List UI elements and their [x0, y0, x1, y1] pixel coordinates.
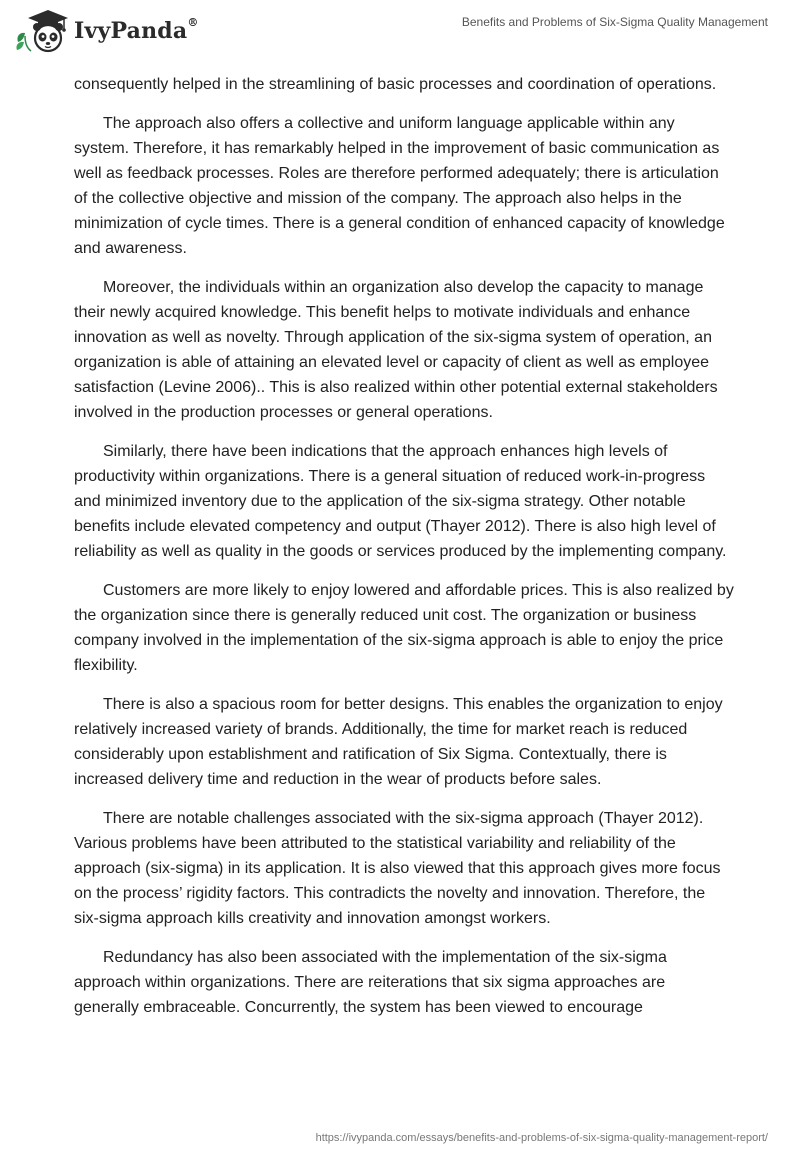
document-title: Benefits and Problems of Six-Sigma Quality Management — [461, 15, 768, 29]
paragraph-continuation: consequently helped in the streamlining of basic processes and coordination of operations. — [74, 76, 717, 93]
ivypanda-logo[interactable] — [14, 8, 199, 54]
paragraph: The approach also offers a collective and uniform language applicable within any system. Therefore, it has remarkably helped in the improvement of basic communication as well as feedback processes. Roles are therefore performed adequately; there is articulation of the collective objective and mission of the company. The approach also helps in the minimization of cycle times. There is a general condition of enhanced capacity of knowledge and awareness. — [74, 115, 725, 257]
paragraph: Moreover, the individuals within an organization also develop the capacity to manage their newly acquired knowledge. This benefit helps to motivate individuals and enhance innovation as well as novelty. Through application of the six-sigma system of operation, an organization is able of attaining an elevated level or capacity of client as well as employee satisfaction (Levine 2006).. This is also realized within other potential external stakeholders involved in the production processes or general operations. — [74, 279, 718, 421]
page-header — [0, 0, 800, 70]
source-url[interactable]: https://ivypanda.com/essays/benefits-and-problems-of-six-sigma-quality-management-report/ — [315, 1132, 768, 1144]
paragraph: There is also a spacious room for better designs. This enables the organization to enjoy relatively increased variety of brands. Additionally, the time for market reach is reduced considerably upon establishment and ratification of Six Sigma. Contextually, there is increased delivery time and reduction in the wear of products before sales. — [74, 696, 723, 788]
paragraph: Customers are more likely to enjoy lowered and affordable prices. This is also realized by the organization since there is generally reduced unit cost. The organization or business company involved in the implementation of the six-sigma approach is able to enjoy the price flexibility. — [74, 582, 734, 674]
brand-name: IvyPanda® — [74, 16, 199, 44]
essay-body — [74, 72, 734, 1034]
paragraph: There are notable challenges associated with the six-sigma approach (Thayer 2012). Various problems have been attributed to the statistical variability and reliability of the approach (six-sigma) in its application. It is also viewed that this approach gives more focus on the process’ rigidity factors. This contradicts the novelty and innovation. Therefore, the six-sigma approach kills creativity and innovation amongst workers. — [74, 810, 721, 927]
paragraph: Similarly, there have been indications that the approach enhances high levels of productivity within organizations. There is a general situation of reduced work-in-progress and minimized inventory due to the application of the six-sigma strategy. Other notable benefits include elevated competency and output (Thayer 2012). There is also high level of reliability as well as quality in the goods or services produced by the implementing company. — [74, 443, 727, 560]
paragraph: Redundancy has also been associated with the implementation of the six-sigma approach within organizations. There are reiterations that six sigma approaches are generally embraceable. Concurrently, the system has been viewed to encourage — [74, 949, 667, 1016]
panda-graduate-icon — [14, 8, 70, 54]
